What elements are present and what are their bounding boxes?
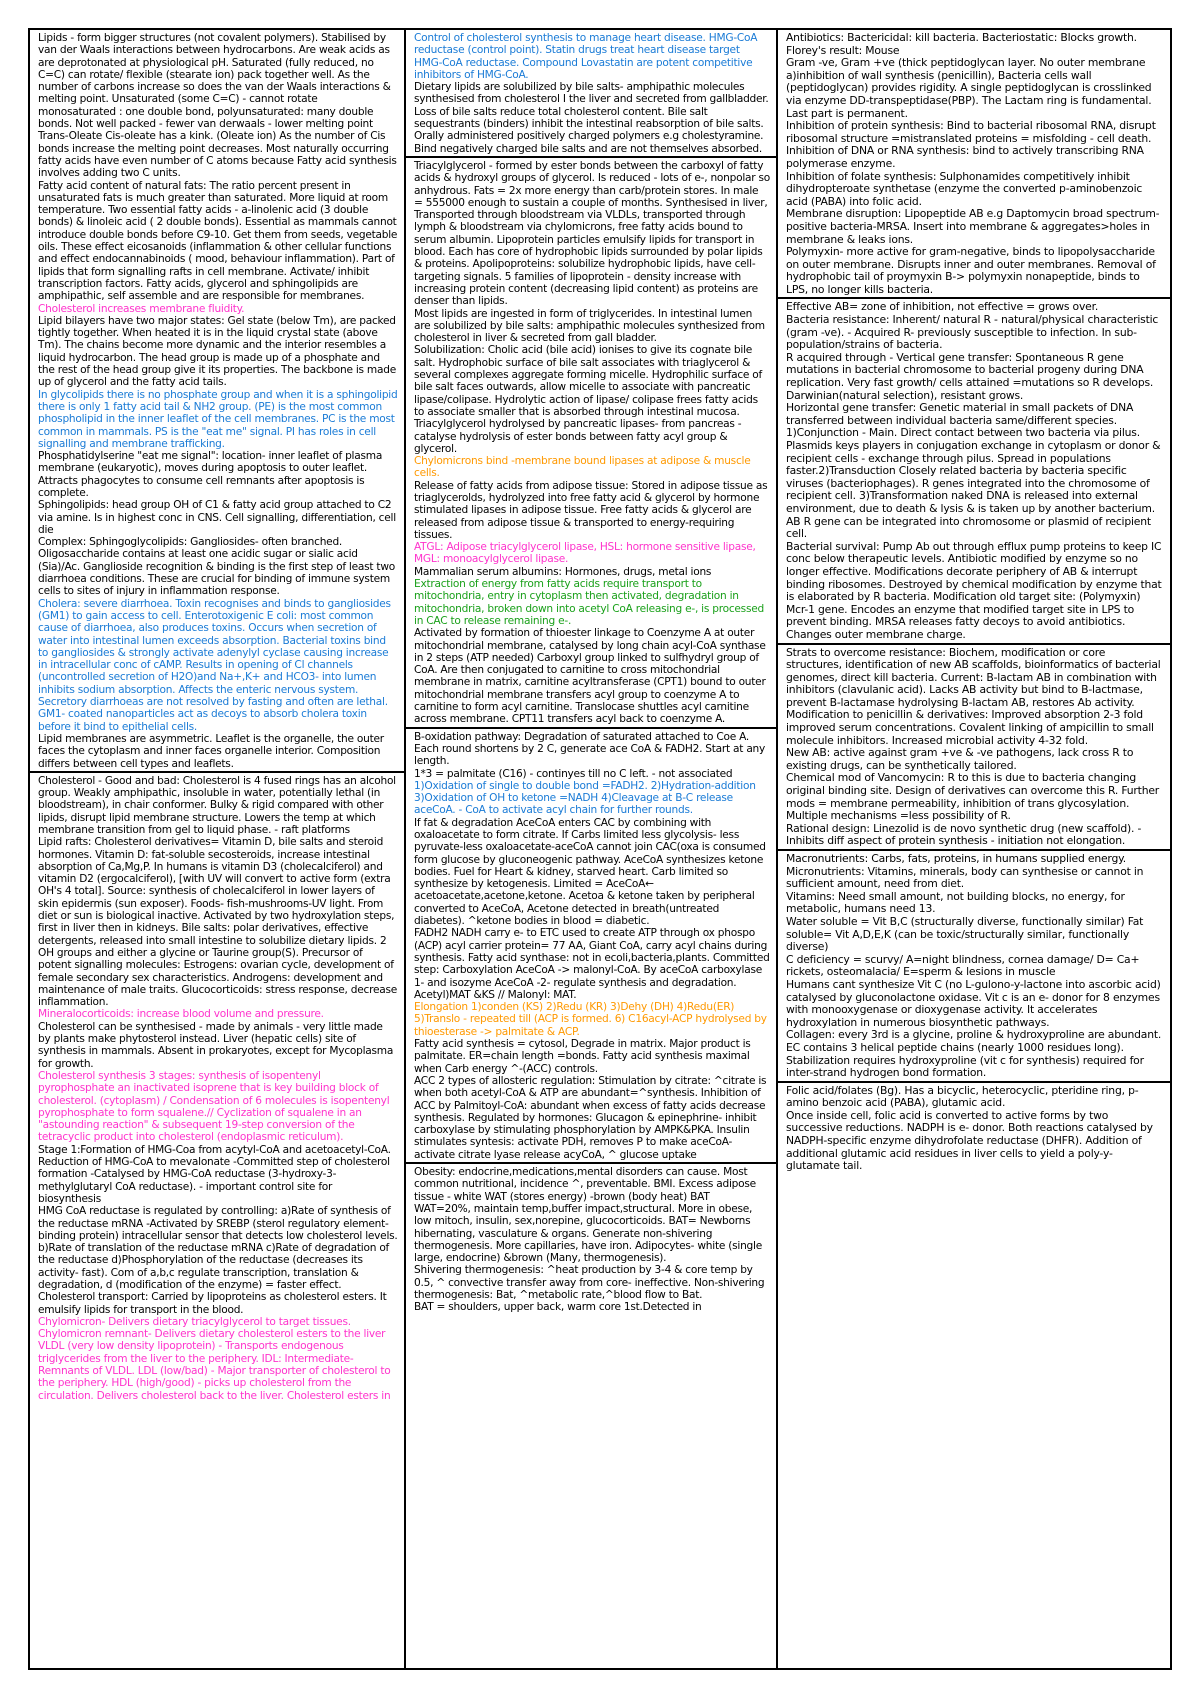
note-paragraph: Obesity: endocrine,medications,mental disorders can cause. Most common nutritional, incidence ^, preventable. BMI. Excess adipose tissue - white WAT (stores energy) -brown (body heat) BAT [414,1166,756,1203]
note-paragraph: Modification to penicillin & derivatives: Improved absorption 2-3 fold improved serum concentrations. Covalent linking of ampicillin to small molecule inhibitors. Increased microbial activity 4-32 fold. [786,708,1154,747]
section-divider [778,297,1170,299]
note-paragraph: Phosphatidylserine "eat me signal": location- inner leaflet of plasma membrane (eukaryotic), moves during apoptosis to outer leaflet. Attracts phagocytes to consume cell remnants after apoptosis is complete. [38,450,383,499]
note-paragraph: Chemical mod of Vancomycin: R to this is due to bacteria changing original binding site. Design of derivatives can overcome this R. Further mods = membrane permeability, inhibition of trans glycosylation. Multiple mechanisms =less possibility of R. [786,771,1160,823]
note-paragraph: Antibiotics: Bactericidal: kill bacteria. Bacteriostatic: Blocks growth. Florey's result: Mouse [786,31,1137,57]
note-paragraph: WAT=20%, maintain temp,buffer impact,structural. More in obese, low mitoch, insulin, sex,norepine, glucocorticoids. BAT= Newborns hibernating, vasculature & organs. Generate non-shivering thermogenesis. More capillaries, have iron. Adipocytes- white (single large, endocrine) &brown (Many, thermogenesis). [414,1202,762,1265]
note-paragraph: Inhibition of folate synthesis: Sulphonamides competitively inhibit dihydropteroate synthetase (enzyme the converted p-aminobenzoic acid (PABA) into folic acid. [786,169,1143,208]
note-paragraph: If fat & degradation AceCoA enters CAC by combining with oxaloacetate to form citrate. If Carbs limited less glycolysis- less pyruvate-less oxaloacetate-aceCoA cannot join CAC(oxa is consumed form glucose by gluconeogenic pathway. AceCoA synthesizes ketone bodies. Fuel for Heart & kidney, starved heart. Carb limited so synthesize by ketogenesis. Limited = AceCoA← acetoacetate,acetone,ketone. Acetoa & ketone taken by peripheral converted to AceCoA, Acetone detected in breath(untreated diabetes). ^ketone bodies in blood = diabetic. [414,816,766,928]
note-paragraph: C deficiency = scurvy/ A=night blindness, cornea damage/ D= Ca+ rickets, osteomalacia/ E=sperm & lesions in muscle [786,952,1140,979]
note-paragraph: Solubilization: Cholic acid (bile acid) ionises to give its cognate bile salt. Hydrophobic surface of bile salt associates with triaglycerol & several complexes aggregate forming micelle. Hydrophilic surface of bile salt faces outwards, allow micelle to associate with pancreatic lipase/colipase. Hydrolytic action of lipase/ colipase frees fatty acids to associate smaller that is absorbed through intestinal mucosa. [414,344,762,418]
note-paragraph: Cholesterol transport: Carried by lipoproteins as cholesterol esters. It emulsify lipids for transport in the blood. [38,1291,387,1316]
note-paragraph: Inhibition of DNA or RNA synthesis: bind to actively transcribing RNA polymerase enzyme. [786,144,1144,170]
note-paragraph: Vitamins: Need small amount, not building blocks, no energy, for metabolic, humans need 13. [786,889,1125,916]
note-paragraph: Lipid rafts: Cholesterol derivatives= Vitamin D, bile salts and steroid hormones. Vitamin D: fat-soluble secosteroids, increase intestinal absorption of Ca,Mg,P. In humans is vitamin D3 (cholecalciferol) and vitamin D2 (ergocalciferol), [with UV will convert to active form (extra OH's 4 total]. Source: synthesis of cholecalciferol in lower layers of skin epidermis (sun exposer). Foods- fish-mushrooms-UV light. From diet or sun is biological inactive. Activated by two hydroxylation steps, first in liver then in kidneys. Bile salts: polar derivatives, effective detergents, released into small intestine to solubilize dietary lipids. 2 OH groups and either a glycine or Taurine group(S). Precursor of potent signalling molecules: Estrogens: ovarian cycle, development of female secondary sex characteristics. Androgens: development and maintenance of male traits. Glucocorticoids: stress response, decrease inflammation. [38,836,398,1009]
note-paragraph: Shivering thermogenesis: ^heat production by 3-4 & core temp by 0.5, ^ convective transfer away from core- ineffective. Non-shivering thermogenesis: Bat, ^metabolic rate,^blood flow to Bat. [414,1264,765,1301]
note-paragraph: Inhibition of protein synthesis: Bind to bacterial ribosomal RNA, disrupt ribosomal structure =mistranslated proteins = misfolding - cell death. [786,119,1156,145]
note-paragraph: HMG CoA reductase is regulated by controlling: a)Rate of synthesis of the reductase mRNA -Activated by SREBP (sterol regulatory element-binding protein) intracellular sensor that detects low cholesterol levels. b)Rate of translation of the reductase mRNA c)Rate of degradation of the reductase d)Phosphorylation of the reductase (decreases its activity- fast). Com of a,b,c regulate transcription, translation & degradation, d (modification of the enzyme) = faster effect. [38,1205,398,1291]
note-paragraph: Chylomicron- Delivers dietary triacylglycerol to target tissues. Chylomicron remnant- Delivers dietary cholesterol esters to the liver VLDL (very low density lipoprotein) - Transports endogenous triglycerides from the liver to the periphery. IDL: Intermediate- Remnants of VLDL. LDL (low/bad) - Major transporter of cholesterol to the periphery. HDL (high/good) - picks up cholesterol from the circulation. Delivers cholesterol back to the liver. Cholesterol esters in [38,1315,391,1402]
note-paragraph: 1)Oxidation of single to double bond =FADH2. 2)Hydration-addition 3)Oxidation of OH to ketone =NADH 4)Cleavage at B-C release aceCoA. - CoA to activate acyl chain for further rounds. [414,779,756,817]
column-antibiotics-nutrients [778,30,1170,1668]
note-paragraph: Triacylglycerol hydrolysed by pancreatic lipases- from pancreas - catalyse hydrolysis of ester bonds between fatty acyl group & glycerol. [414,418,742,455]
note-paragraph: Cholesterol increases membrane fluidity. [38,302,245,315]
section-divider [778,643,1170,645]
column-lipids [30,30,406,1668]
note-paragraph: Once inside cell, folic acid is converted to active forms by two successive reductions. NADPH is e- donor. Both reactions catalysed by NADPH-specific enzyme dihydrofolate reductase (DHFR). Addition of additional glutamic acid residues in liver cells to yield a poly-y-glutamate tail. [786,1108,1153,1173]
note-paragraph: Dietary lipids are solubilized by bile salts- amphipathic molecules synthesised from cholesterol I the liver and secreted from gallbladder. Loss of bile salts reduce total cholesterol content. Bile salt sequestrants (binders) inhibit the intestinal reabsorption of bile salts. Orally administered positively charged polymers e.g cholestyramine. Bind negatively charged bile salts and are not themselves absorbed. [414,81,769,155]
note-paragraph: Macronutrients: Carbs, fats, proteins, in humans supplied energy. [786,852,1127,865]
note-paragraph: Horizontal gene transfer: Genetic material in small packets of DNA transferred between individual bacteria same/different species. 1)Conjunction - Main. Direct contact between two bacteria via pilus. Plasmids keys players in conjugation exchange in cytoplasm or donor & recipient cells - exchange through pilus. Spread in populations faster.2)Transduction Closely related bacteria by bacteria specific viruses (bacteriophages). R genes integrated into the chromosome of recipient cell. 3)Transformation naked DNA is released into external environment, due to death & lysis & is taken up by another bacterium. AB R gene can be integrated into chromosome or plasmid of recipient cell. [786,401,1161,541]
note-paragraph: Elongation 1)conden (KS) 2)Redu (KR) 3)Dehy (DH) 4)Redu(ER) 5)Translo - repeated till (ACP is formed. 6) C16acyl-ACP hydrolysed by thioesterase -> palmitate & ACP. [414,1001,767,1038]
note-paragraph: Mammalian serum albumins: Hormones, drugs, metal ions [414,565,712,578]
section-divider [30,771,404,773]
note-paragraph: FADH2 NADH carry e- to ETC used to create ATP through ox phospo [414,927,755,940]
note-paragraph: a)inhibition of wall synthesis (penicillin), Bacteria cells wall (peptidoglycan) provides rigidity. A single peptidoglycan is crosslinked via enzyme DD-transpeptidase(PBP). The Lactam ring is fundamental. Last part is permanent. [786,68,1152,120]
note-paragraph: Sphingolipids: head group OH of C1 & fatty acid group attached to C2 via amine. Is in highest conc in CNS. Cell signalling, differentiation, cell die [38,499,396,536]
note-paragraph: New AB: active against gram +ve & -ve pathogens, lack cross R to existing drugs, can be synthetically tailored. [786,746,1134,772]
note-paragraph: ACC 2 types of allosteric regulation: Stimulation by citrate: ^citrate is when both acetyl-CoA & ATP are abundant=^synthesis. Inhibition of ACC by Palmitoyl-CoA: abundant when excess of fatty acids decrease synthesis. Regulated by hormones: Glucagon & epinephrine- inhibit carboxylase by stimulating phosphorylation by AMPK&PKA. Insulin stimulates syntesis: activate PDH, removes P to make aceCoA- activate citrate lyase release acyCoA, ^ glucose uptake [414,1074,767,1161]
note-paragraph: Control of cholesterol synthesis to manage heart disease. HMG-CoA reductase (control point). Statin drugs treat heart disease target HMG-CoA reductase. Compound Lovastatin are potent competitive inhibitors of HMG-CoA. [414,32,758,81]
note-paragraph: Fatty acid content of natural fats: The ratio percent present in unsaturated fats is much greater than saturated. More liquid at room temperature. Two essential fatty acids - a-linolenic acid (3 double bonds) & linoleic acid ( 2 double bonds). Essential as mammals cannot introduce double bonds before C9-10. Get them from seeds, vegetable oils. These effect eicosanoids (inflammation & other cellular functions and effect endocannabinoids ( mood, behaviour inflammation). Part of lipids that form signalling rafts in cell membrane. Activate/ inhibit transcription factors. Fatty acids, glycerol and sphingolipids are amphipathic, self assemble and are responsible for membranes. [38,179,398,303]
note-paragraph: Folic acid/folates (Bg). Has a bicyclic, heterocyclic, pteridine ring, p-amino benzoic acid (PABA), glutamic acid. [786,1083,1139,1110]
note-paragraph: Extraction of energy from fatty acids require transport to mitochondria, entry in cytoplasm then activated, degradation in mitochondria, broken down into acetyl CoA releasing e-, is processed in CAC to release remaining e-. [414,578,764,627]
note-paragraph: In glycolipids there is no phosphate group and when it is a sphingolipid there is only 1 fatty acid tail & NH2 group. (PE) is the most common phospholipid in the inner leaflet of the cell membranes. PC is the most common in mammals. PS is the "eat me" signal. PI has roles in cell signalling and membrane trafficking. [38,388,398,450]
note-paragraph: Most lipids are ingested in form of triglycerides. In intestinal lumen are solubilized by bile salts: amphipathic molecules synthesized from cholesterol in liver & secreted from gall bladder. [414,307,765,345]
section-divider [406,727,776,729]
section-divider [406,156,776,158]
note-paragraph: Release of fatty acids from adipose tissue: Stored in adipose tissue as triaglycerolds, hydrolyzed into free fatty acid & glycerol by hormone stimulated lipases in adipose tissue. Free fatty acids & glycerol are released from adipose tissue & transported to energy-requiring tissues. [414,479,768,541]
note-paragraph: R acquired through - Vertical gene transfer: Spontaneous R gene mutations in bacterial chromosome to bacterial progeny during DNA replication. Very fast growth/ cells attained =mutations so R develops. Darwinian(natural selection), resistant grows. [786,350,1154,402]
note-paragraph: Cholesterol synthesis 3 stages: synthesis of isopentenyl pyrophosphate an inactivated isoprene that is key building block of cholesterol. (cytoplasm) / Condensation of 6 molecules is isopentenyl pyrophosphate to form squalene.// Cyclization of squalene in an "astounding reaction" & subsequent 19-step conversion of the tetracyclic product into cholesterol (endoplasmic reticulum). [38,1069,390,1144]
note-paragraph: Effective AB= zone of inhibition, not effective = grows over. [786,300,1099,314]
note-paragraph: Water soluble = Vit B,C (structurally diverse, functionally similar) Fat soluble= Vit A,D,E,K (can be toxic/structurally similar, functionally diverse) [786,914,1144,954]
note-paragraph: Complex: Sphingoglycolipids: Gangliosides- often branched. Oligosaccharide contains at least one acidic sugar or sialic acid (Sia)/Ac. Ganglioside recognition & binding is the first step of least two diarrhoea conditions. These are crucial for binding of immune system cells to sites of injury in inflammation response. [38,536,395,598]
note-paragraph: ATGL: Adipose triacylglycerol lipase, HSL: hormone sensitive lipase, MGL: monoacylglycerol lipase. [414,541,756,566]
section-divider [778,849,1170,851]
column-fatty-acid-metabolism [406,30,778,1668]
notes-page [28,28,1172,1670]
note-paragraph: 1*3 = palmitate (C16) - continyes till no C left. - not associated [414,767,733,780]
note-paragraph: Micronutrients: Vitamins, minerals, body can synthesise or cannot in sufficient amount, need from diet. [786,864,1144,891]
section-divider [778,1081,1170,1083]
note-paragraph: Lipid membranes are asymmetric. Leaflet is the organelle, the outer faces the cytoplasm and inner faces organelle interior. Composition differs between cell types and leaflets. [38,732,384,770]
note-paragraph: B-oxidation pathway: Degradation of saturated attached to Coe A. Each round shortens by 2 C, generate ace CoA & FADH2. Start at any length. [414,730,766,768]
note-paragraph: Membrane disruption: Lipopeptide AB e.g Daptomycin broad spectrum-positive bacteria-MRSA. Insert into membrane & aggregates>holes in membrane & leaks ions. [786,207,1160,246]
note-paragraph: Bacteria resistance: Inherent/ natural R - natural/physical characteristic (gram -ve). - Acquired R- previously susceptible to infection. In sub-population/strains of bacteria. [786,313,1159,352]
section-divider [406,1162,776,1164]
note-paragraph: Fatty acid synthesis = cytosol, Degrade in matrix. Major product is palmitate. ER=chain length =bonds. Fatty acid synthesis maximal when Carb energy ^-(ACC) controls. [414,1038,751,1075]
note-paragraph: Reduction of HMG-CoA to mevalonate -Committed step of cholesterol formation -Catalysed by HMG-CoA reductase (3-hydroxy-3-methylglutaryl CoA reductase). - important control site for biosynthesis [38,1156,390,1205]
note-paragraph: Cholesterol - Good and bad: Cholesterol is 4 fused rings has an alcohol group. Weakly amphipathic, insoluble in water, potentially lethal (in bloodstream), in chair conformer. Bulky & rigid compared with other lipids, disrupt lipid membrane structure. Lowers the temp at which membrane transition from gel to liquid phase. - raft platforms [38,774,396,836]
note-paragraph: Humans cant synthesize Vit C (no L-gulono-y-lactone into ascorbic acid) catalysed by gluconolactone oxidase. Vit c is an e- donor for 8 enzymes with monooxygenase or dioxygenase activity. It accelerates hydroxylation in numerous biosynthetic pathways. [786,977,1161,1029]
note-paragraph: Chylomicrons bind -membrane bound lipases at adipose & muscle cells. [414,455,751,480]
note-paragraph: Rational design: Linezolid is de novo synthetic drug (new scaffold). -Inhibits diff aspect of protein synthesis - initiation not elongation. [786,821,1142,848]
note-paragraph: Stage 1:Formation of HMG-Coa from acytyl-CoA and acetoacetyl-CoA. [38,1143,391,1156]
note-paragraph: Polymyxin- more active for gram-negative, binds to lipopolysaccharide on outer membrane. Disrupts inner and outer membranes. Removal of hydrophobic tail of proymyxin B-> polymyxin nonapeptide, binds to LPS, no longer kills bacteria. [786,245,1156,296]
note-paragraph: Activated by formation of thioester linkage to Coenzyme A at outer mitochondrial membrane, catalysed by long chain acyl-CoA synthase in 2 steps (ATP needed) Carboxyl group linked to sulfhydryl group of CoA. Are then conjugated to carnitine to cross mitochondrial membrane in matrix, carnitine acyltransferase (CPT1) bound to outer mitochondrial membrane transfers acyl group to coenzyme A to carnitine to form acyl carnitine. Translocase shuttles acyl carnitine across membrane. CPT11 transfers acyl back to coenzyme A. [414,627,766,726]
note-paragraph: Cholesterol can be synthesised - made by animals - very little made by plants make phytosterol instead. Liver (hepatic cells) site of synthesis in mammals. Absent in prokaryotes, except for Mycoplasma for growth. [38,1020,394,1070]
note-paragraph: Collagen: every 3rd is a glycine, proline & hydroxyproline are abundant. EC contains 3 helical peptide chains (nearly 1000 residues long). Stabilization requires hydroxyproline (vit c for synthesis) required for inter-strand hydrogen bond formation. [786,1028,1162,1080]
note-paragraph: Triacylglycerol - formed by ester bonds between the carboxyl of fatty acids & hydroxyl groups of glycerol. Is reduced - lots of e-, nonpolar so anhydrous. Fats = 2x more energy than carb/protein stores. In male = 555000 enough to sustain a couple of months. Synthesised in liver, Transported through bloodstream via VLDLs, transported through lymph & bloodstream via chylomicrons, free fatty acids bound to serum albumin. Lipoprotein particles emulsify lipids for transport in blood. Each has core of hydrophobic lipids surrounded by polar lipids & proteins. Apolipoproteins: solubilize hydrophobic lipids, have cell-targeting signals. 5 families of lipoprotein - density increase with increasing protein content (decreasing lipid content) as proteins are denser than lipids. [414,159,770,308]
note-paragraph: Gram -ve, Gram +ve (thick peptidoglycan layer. No outer membrane [786,56,1146,70]
note-paragraph: (ACP) acyl carrier protein= 77 AA, Giant CoA, carry acyl chains during synthesis. Fatty acid synthase: not in ecoli,bacteria,plants. Committed step: Carboxylation AceCoA -> malonyl-CoA. By aceCoA carboxylase 1- and isozyme AceCoA -2- regulate synthesis and degradation. Acetyl)MAT &KS // Malonyl: MAT. [414,939,770,1001]
note-paragraph: Lipids - form bigger structures (not covalent polymers). Stabilised by van der Waals interactions between hydrocarbons. Are weak acids as are deprotonated at physiological pH. Saturated (fully reduced, no C=C) can rotate/ flexible (stearate ion) pack together well. As the number of carbons increase so does the van der Waals interactions & melting point. Unsaturated (some C=C) - cannot rotate monosaturated : one double bond, polyunsaturated: many double bonds. Not well packed - fewer van derwaals - lower melting point Trans-Oleate Cis-oleate has a kink. (Oleate ion) As the number of Cis bonds increase the melting point decreases. Most naturally occurring fatty acids have even number of C atoms because Fatty acid synthesis involves adding two C units. [38,32,397,180]
note-paragraph: Mineralocorticoids: increase blood volume and pressure. [38,1008,324,1021]
note-paragraph: Lipid bilayers have two major states: Gel state (below Tm), are packed tightly together. When heated it is in the liquid crystal state (above Tm). The chains become more dynamic and the interior resembles a liquid hydrocarbon. The head group is made up of a phosphate and the rest of the head group give it its properties. The backbone is made up of glycerol and the fatty acid tails. [38,314,396,389]
note-paragraph: BAT = shoulders, upper back, warm core 1st.Detected in [414,1301,702,1314]
note-paragraph: Cholera: severe diarrhoea. Toxin recognises and binds to gangliosides (GM1) to gain access to cell. Enterotoxigenic E coli: most common cause of diarrhoea, also produces toxins. Occurs when secretion of water into intestinal lumen exceeds absorption. Bacterial toxins bind to gangliosides & strongly activate adenylyl cyclase causing increase in intracellular conc of cAMP. Results in opening of Cl channels (uncontrolled secretion of H2O)and Na+,K+ and HCO3- into lumen inhibits sodium absorption. Affects the enteric nervous system. Secretory diarrhoeas are not resolved by fasting and often are lethal. GM1- coated nanoparticles act as decoys to absorb cholera toxin before it bind to epithelial cells. [38,597,391,733]
note-paragraph: Strats to overcome resistance: Biochem, modification or core structures, identification of new AB scaffolds, bioinformatics of bacterial genomes, direct kill bacteria. Current: B-lactam AB in combination with inhibitors (clavulanic acid). Lacks AB activity but bind to B-lactmase, prevent B-lactamase hydrolysing B-lactam AB, restores Ab activity. [786,645,1161,709]
note-paragraph: Bacterial survival: Pump Ab out through efflux pump proteins to keep IC conc below therapeutic levels. Antibiotic modified by enzyme so no longer effective. Modifications decorate periphery of AB & interrupt binding ribosomes. Destroyed by chemical modification by enzyme that is elaborated by R bacteria. Modification old target site: (Polymyxin) Mcr-1 gene. Encodes an enzyme that modified target site in LPS to prevent binding. MRSA releases fatty decoys to avoid antibiotics. Changes outer membrane charge. [786,539,1162,641]
